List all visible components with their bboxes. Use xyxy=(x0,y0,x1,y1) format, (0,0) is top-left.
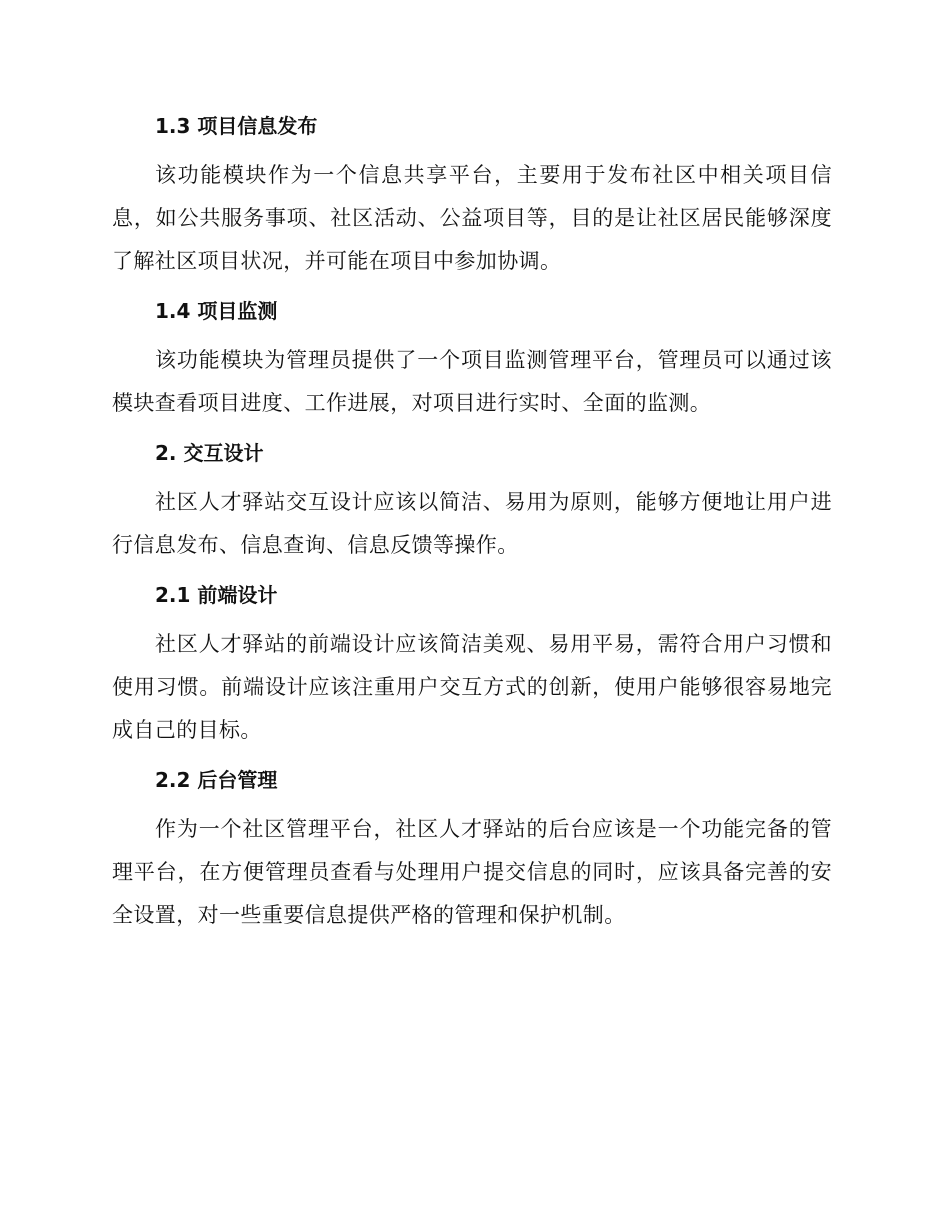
section-paragraph-2: 社区人才驿站交互设计应该以简洁、易用为原则，能够方便地让用户进行信息发布、信息查询、信息反馈等操作。 xyxy=(112,490,832,557)
section-paragraph-1-4: 该功能模块为管理员提供了一个项目监测管理平台，管理员可以通过该模块查看项目进度、工作进展，对项目进行实时、全面的监测。 xyxy=(112,348,832,415)
section-paragraph-1-3: 该功能模块作为一个信息共享平台，主要用于发布社区中相关项目信息，如公共服务事项、社区活动、公益项目等，目的是让社区居民能够深度了解社区项目状况，并可能在项目中参加协调。 xyxy=(112,163,832,273)
section-heading-2: 2. 交互设计 xyxy=(155,441,264,465)
section-heading-1-3: 1.3 项目信息发布 xyxy=(155,114,318,138)
section-paragraph-2-2: 作为一个社区管理平台，社区人才驿站的后台应该是一个功能完备的管理平台，在方便管理员查看与处理用户提交信息的同时，应该具备完善的安全设置，对一些重要信息提供严格的管理和保护机制。 xyxy=(112,817,832,927)
section-heading-2-1: 2.1 前端设计 xyxy=(155,583,278,607)
section-paragraph-2-1: 社区人才驿站的前端设计应该简洁美观、易用平易，需符合用户习惯和使用习惯。前端设计应该注重用户交互方式的创新，使用户能够很容易地完成自己的目标。 xyxy=(112,632,832,742)
document-body xyxy=(112,108,832,947)
section-heading-2-2: 2.2 后台管理 xyxy=(155,768,278,792)
section-heading-1-4: 1.4 项目监测 xyxy=(155,299,278,323)
